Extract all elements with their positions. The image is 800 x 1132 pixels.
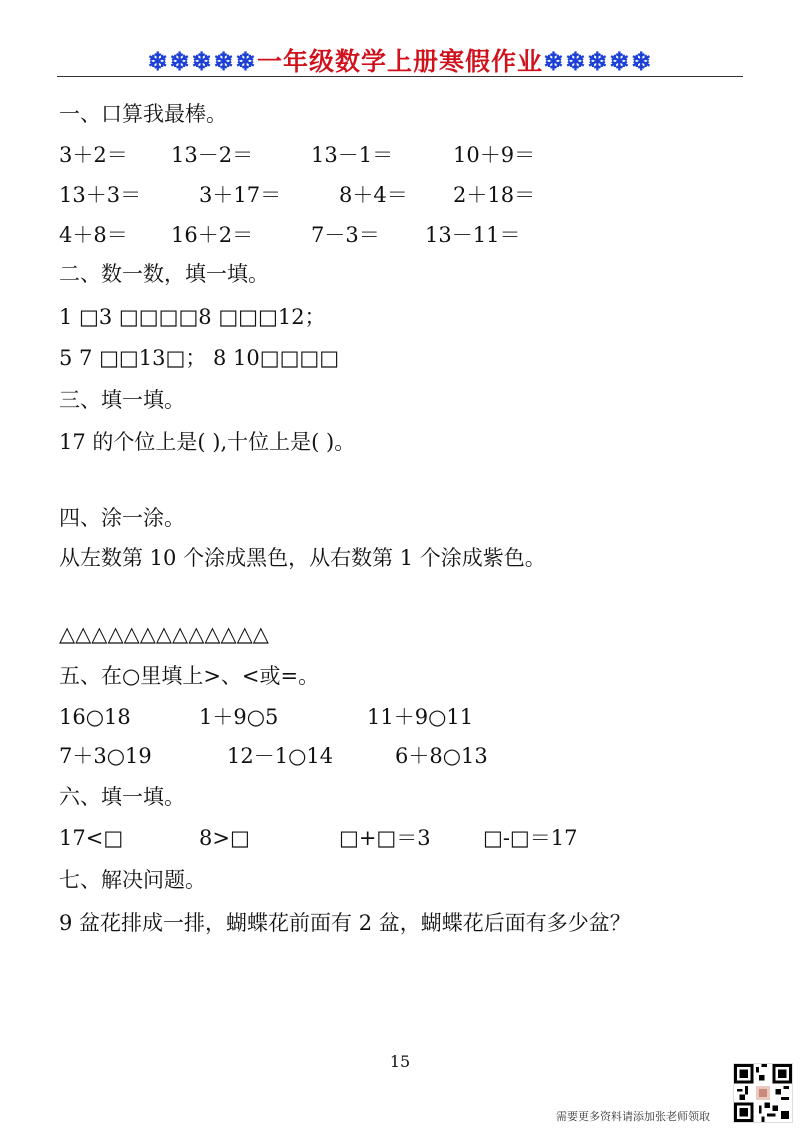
section7-heading: 七、解决问题。 <box>59 868 206 892</box>
section4-heading: 四、涂一涂。 <box>59 506 185 530</box>
fill-box-problem: 17<□ <box>59 826 124 850</box>
qr-code-icon[interactable] <box>733 1063 793 1123</box>
snowflake-icons-left: ❄❄❄❄❄ <box>147 47 257 76</box>
qr-caption: 需要更多资料请添加张老师领取 <box>556 1110 710 1123</box>
section1-heading: 一、口算我最棒。 <box>59 102 227 126</box>
arith-problem: 16＋2＝ <box>171 223 254 247</box>
compare-problem: 7＋3○19 <box>59 744 152 768</box>
arith-problem: 8＋4＝ <box>339 183 408 207</box>
compare-problem: 6＋8○13 <box>395 744 488 768</box>
arith-problem: 2＋18＝ <box>453 183 536 207</box>
worksheet-title: 一年级数学上册寒假作业 <box>256 47 543 76</box>
section5-heading: 五、在○里填上>、<或=。 <box>59 664 320 688</box>
page-header <box>0 42 800 78</box>
snowflake-icons-right: ❄❄❄❄❄ <box>543 47 653 76</box>
page-number: 15 <box>389 1052 411 1071</box>
arith-problem: 13－1＝ <box>311 143 394 167</box>
section3-heading: 三、填一填。 <box>59 388 185 412</box>
compare-problem: 16○18 <box>59 705 131 729</box>
fill-box-problem: 8>□ <box>199 826 250 850</box>
compare-problem: 11＋9○11 <box>367 705 474 729</box>
compare-problem: 12－1○14 <box>227 744 334 768</box>
coloring-instruction: 从左数第 10 个涂成黑色，从右数第 1 个涂成紫色。 <box>59 546 546 570</box>
word-problem: 9 盆花排成一排，蝴蝶花前面有 2 盆，蝴蝶花后面有多少盆？ <box>59 911 631 935</box>
header-divider <box>57 76 743 77</box>
triangle-row: △△△△△△△△△△△△△ <box>59 622 269 646</box>
arith-problem: 4＋8＝ <box>59 223 128 247</box>
arith-problem: 3＋2＝ <box>59 143 128 167</box>
count-sequence-1: 1 □3 □□□□8 □□□12； <box>59 305 326 329</box>
count-sequence-2: 5 7 □□13□； 8 10□□□□ <box>59 346 340 370</box>
arith-problem: 13－2＝ <box>171 143 254 167</box>
section2-heading: 二、数一数，填一填。 <box>59 262 269 286</box>
arith-problem: 3＋17＝ <box>199 183 282 207</box>
arith-problem: 7－3＝ <box>311 223 380 247</box>
compare-problem: 1＋9○5 <box>199 705 279 729</box>
fill-box-problem: □+□＝3 <box>339 826 431 850</box>
fill-box-problem: □-□＝17 <box>483 826 578 850</box>
place-value-question: 17 的个位上是( ),十位上是( )。 <box>59 430 356 454</box>
arith-problem: 13＋3＝ <box>59 183 142 207</box>
section6-heading: 六、填一填。 <box>59 785 185 809</box>
arith-problem: 13－11＝ <box>425 223 521 247</box>
arith-problem: 10＋9＝ <box>453 143 536 167</box>
